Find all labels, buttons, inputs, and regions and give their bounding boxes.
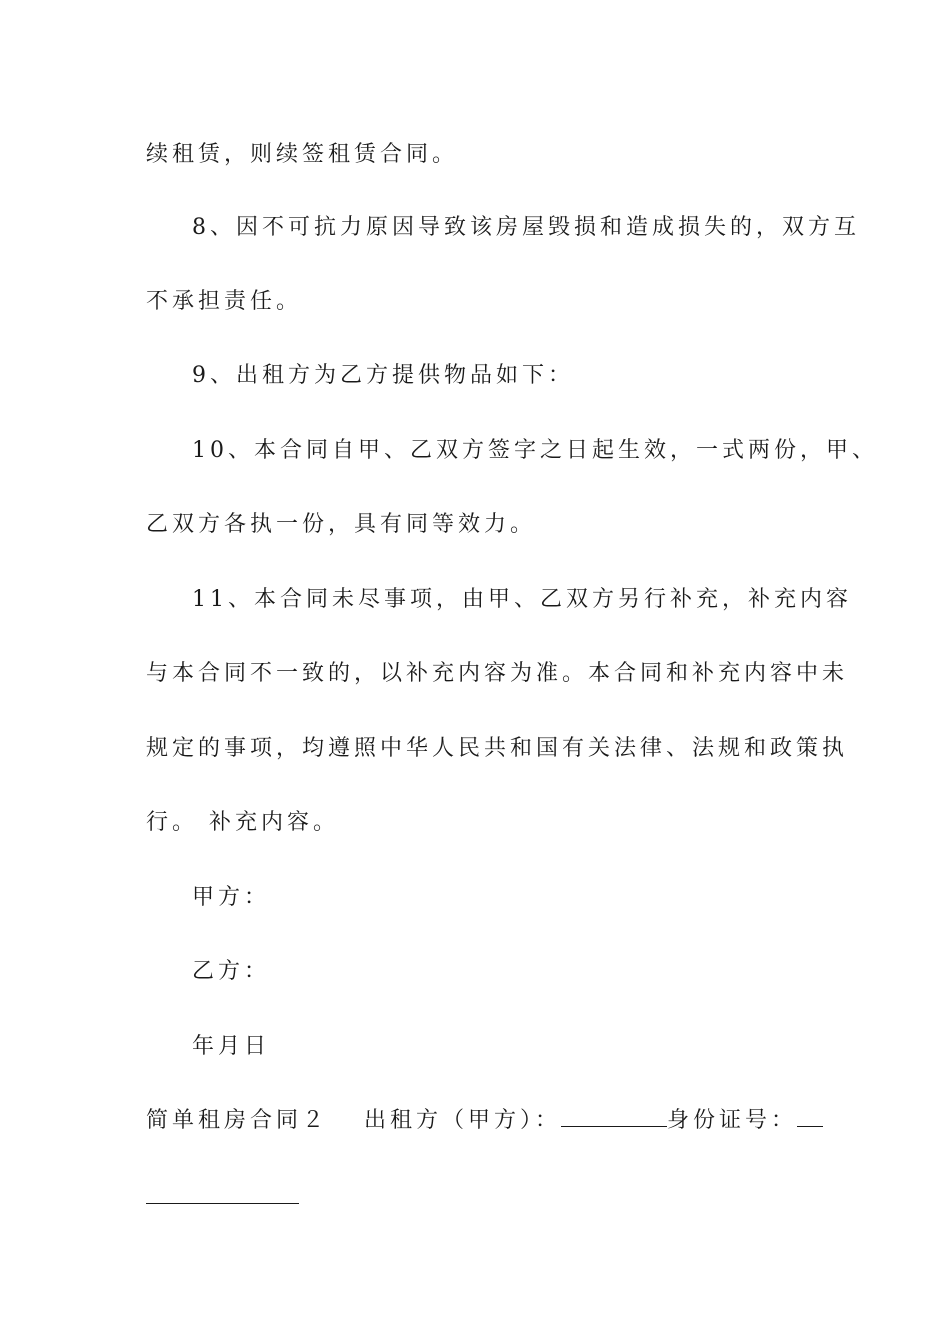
- id-number-blank-continuation: [146, 1203, 299, 1204]
- clause-11-line-4: 行。 补充内容。: [146, 810, 339, 835]
- clause-10-line-2: 乙双方各执一份，具有同等效力。: [146, 512, 537, 537]
- clause-9: 9、出租方为乙方提供物品如下：: [192, 363, 574, 388]
- contract-2-title: 简单租房合同２: [146, 1108, 329, 1133]
- clause-8-line-1: 8、因不可抗力原因导致该房屋毁损和造成损失的，双方互: [192, 215, 860, 240]
- clause-10-line-1: 10、本合同自甲、乙双方签字之日起生效，一式两份，甲、: [192, 438, 878, 463]
- id-number-blank-field: [797, 1106, 823, 1127]
- clause-8-line-2: 不承担责任。: [146, 289, 303, 314]
- party-b-signature-label: 乙方：: [192, 959, 271, 984]
- party-a-signature-label: 甲方：: [192, 885, 271, 910]
- paragraph-line: 续租赁，则续签租赁合同。: [146, 142, 459, 167]
- lessor-label: 出租方（甲方）：: [364, 1108, 562, 1133]
- id-number-label: 身份证号：: [667, 1108, 798, 1133]
- clause-11-line-1: 11、本合同未尽事项，由甲、乙双方另行补充，补充内容: [192, 587, 852, 612]
- contract-2-header-line: [146, 1106, 823, 1136]
- clause-11-line-2: 与本合同不一致的，以补充内容为准。本合同和补充内容中未: [146, 661, 849, 686]
- lessor-blank-field: [561, 1106, 667, 1127]
- clause-11-line-3: 规定的事项，均遵照中华人民共和国有关法律、法规和政策执: [146, 736, 849, 761]
- date-label: 年月日: [192, 1034, 271, 1059]
